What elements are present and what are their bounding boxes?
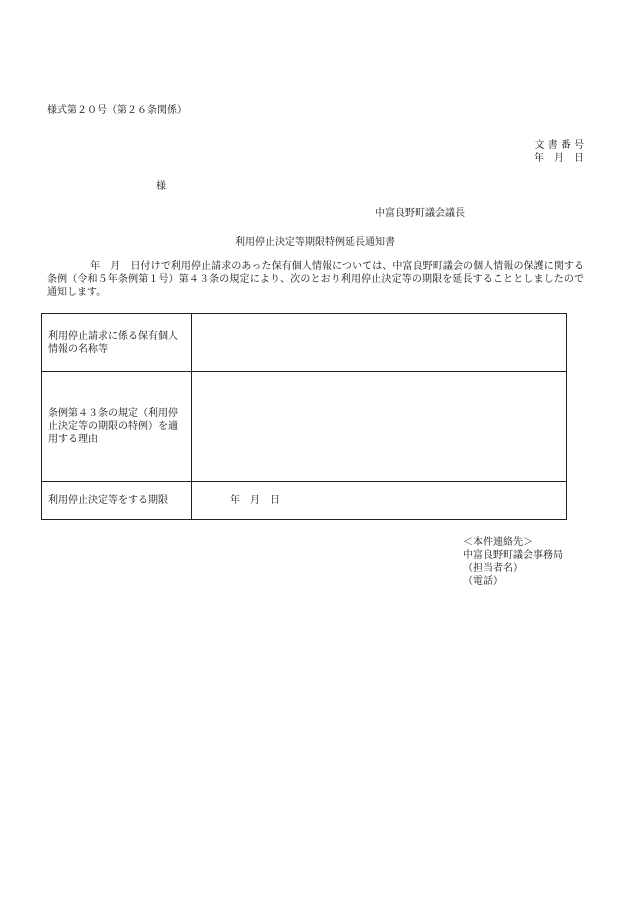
row-label-reason: 条例第４３条の規定（利用停止決定等の期限の特例）を適用する理由: [42, 372, 192, 482]
row-label-info-name: 利用停止請求に係る保有個人情報の名称等: [42, 314, 192, 372]
row-label-deadline: 利用停止決定等をする期限: [42, 482, 192, 520]
contact-block: [463, 536, 563, 588]
table-row: [42, 314, 567, 372]
contact-person: （担当者名）: [463, 563, 523, 574]
document-title: 利用停止決定等期限特例延長通知書: [235, 237, 395, 248]
body-text: 年 月 日付けで利用停止請求のあった保有個人情報については、中富良野町議会の個人情報の保護に関する条例（令和５年条例第１号）第４３条の規定により、次のとおり利用停止決定等の期限を延長することとしましたので通知します。: [47, 261, 584, 298]
form-number: 様式第２０号（第２６条関係）: [47, 105, 187, 116]
row-value-deadline: 年 月 日: [192, 482, 567, 520]
sender-name: 中富良野町議会議長: [375, 208, 465, 219]
document-number-label: 文 書 番 号: [534, 140, 584, 151]
table-row: [42, 482, 567, 520]
row-value-reason: [192, 372, 567, 482]
row-value-info-name: [192, 314, 567, 372]
document-date-label: 年 月 日: [534, 153, 584, 164]
contact-phone: （電話）: [463, 576, 503, 587]
info-table: [41, 313, 567, 520]
document-meta: [534, 140, 584, 166]
recipient-suffix: 様: [156, 181, 166, 192]
body-paragraph: [47, 260, 584, 299]
table-row: [42, 372, 567, 482]
contact-office: 中富良野町議会事務局: [463, 550, 563, 561]
contact-heading: ＜本件連絡先＞: [463, 537, 533, 548]
